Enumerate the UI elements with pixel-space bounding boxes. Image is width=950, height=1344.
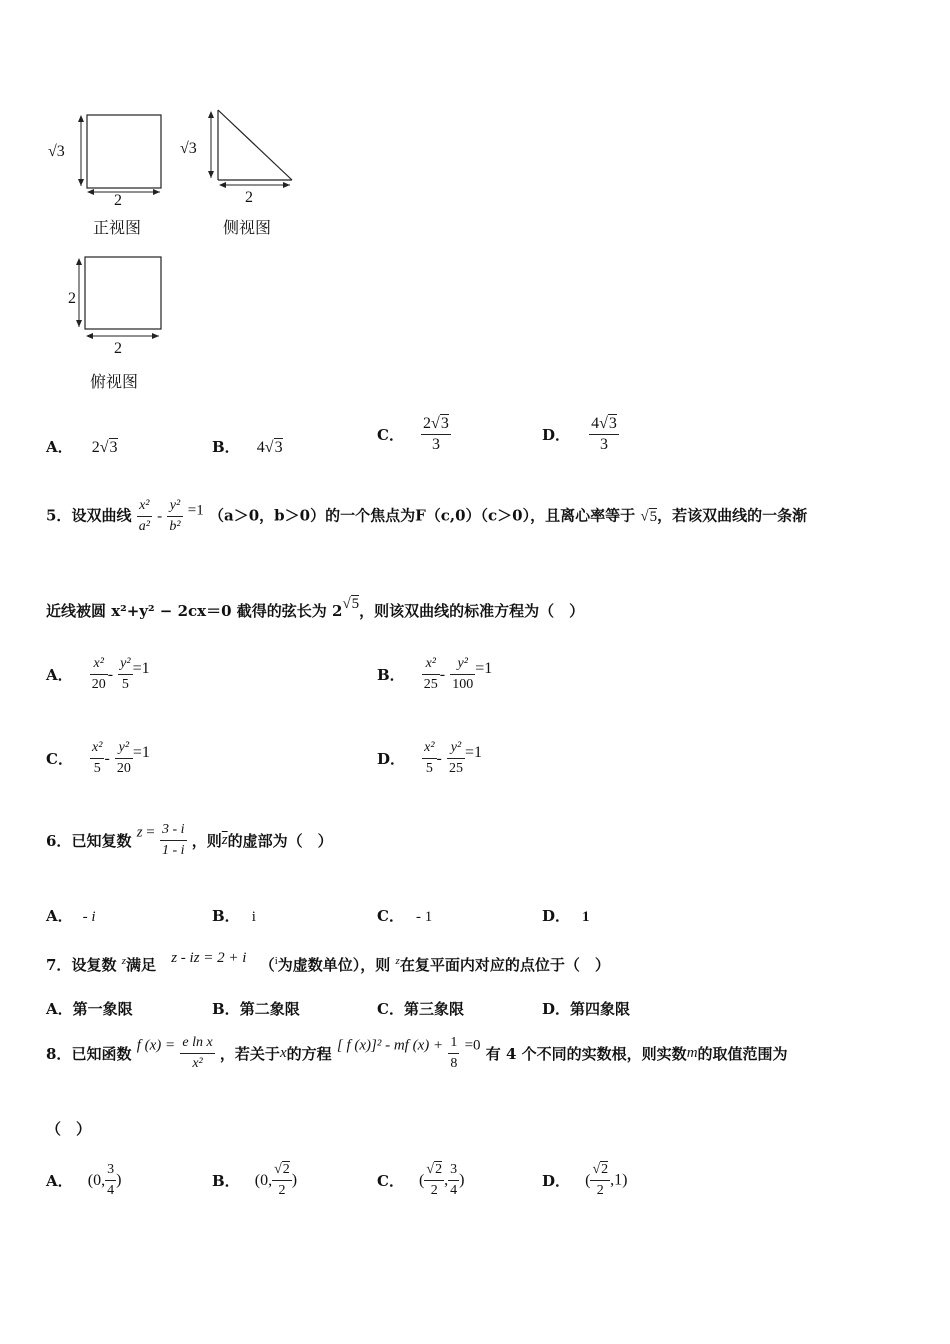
side-view-caption: 侧视图 <box>223 218 272 237</box>
front-view-caption: 正视图 <box>93 218 142 237</box>
q8-option-b[interactable]: B． (0, $\frac{√2}{2}$ ) <box>212 1162 298 1198</box>
q5-option-c[interactable]: C． $\frac{\text{x²}}{5}$ - $\frac{\text{y²}}{20}$ =1 <box>46 740 150 776</box>
side-view <box>211 110 292 185</box>
top-view <box>79 257 161 336</box>
q4-option-a[interactable]: A． 2√3 <box>46 438 118 456</box>
q5-option-b[interactable]: B． $\frac{\text{x²}}{25}$ - $\frac{\text{y²}}{100}$ =1 <box>377 656 493 692</box>
q8-option-c[interactable]: C． ( $\frac{√2}{2}$ , $\frac{3}{4}$ ) <box>377 1162 465 1198</box>
q4-option-b[interactable]: B． 4√3 <box>212 438 283 456</box>
question-5-line-2: 近线被圆 x²+y² − 2cx＝0 截得的弦长为 2√5，则该双曲线的标准方程为（ ） <box>46 596 585 620</box>
q4-option-d[interactable]: D． $\frac{4√3}{3}$ <box>542 415 617 453</box>
q5-option-d[interactable]: D． $\frac{\text{x²}}{5}$ - $\frac{\text{y²}}{25}$ =1 <box>377 740 482 776</box>
q5-option-a[interactable]: A． $\frac{\text{x²}}{20}$ - $\frac{\text{y²}}{5}$ =1 <box>46 656 150 692</box>
q6-option-c[interactable]: C． - 1 <box>377 907 433 925</box>
question-7: 7．设复数 $^z$满足 z - iz = 2 + i （$^i$为虚数单位），则 $^z$在复平面内对应的点位于（ ） <box>46 950 610 974</box>
top-height-label: 2 <box>68 290 76 307</box>
front-height-label: √3 <box>48 143 65 160</box>
question-8: 8．已知函数 f (x) = $\frac{\text{e ln x}}{\text{x²}}$ ，若关于x的方程 [ f (x)]² - mf (x) + $\frac{1}{8}$ =0 有 4 个不同的实数根，则实数m的取值范围为 <box>46 1035 788 1071</box>
q6-option-d[interactable]: D． 1 <box>542 907 590 925</box>
q6-option-b[interactable]: B． i <box>212 907 256 925</box>
q8-option-a[interactable]: A． (0, $\frac{3}{4}$ ) <box>46 1162 122 1198</box>
q7-option-b[interactable]: B．第二象限 <box>212 1000 300 1018</box>
top-width-label: 2 <box>114 340 122 357</box>
q7-option-d[interactable]: D．第四象限 <box>542 1000 631 1018</box>
side-width-label: 2 <box>245 189 253 206</box>
front-view <box>81 115 161 192</box>
question-6: 6．已知复数 z = $\frac{3 - i}{1 - i}$ ，则$\overline{z}$的虚部为（ ） <box>46 822 333 858</box>
q4-option-c[interactable]: C． $\frac{2√3}{3}$ <box>377 415 449 453</box>
question-5: 5．设双曲线 $\frac{\text{x²}}{\text{a²}}$ - $\frac{\text{y²}}{\text{b²}}$ =1 （a＞0，b＞0）的一个焦点为F（c,0）（c＞0），且离心率等于 √5，若该双曲线的一条渐 <box>46 498 808 534</box>
q7-option-c[interactable]: C．第三象限 <box>377 1000 464 1018</box>
q6-option-a[interactable]: A． - i <box>46 907 96 925</box>
front-width-label: 2 <box>114 192 122 209</box>
q8-option-d[interactable]: D． ( $\frac{√2}{2}$ ,1) <box>542 1162 628 1198</box>
three-view-figures <box>40 100 310 400</box>
side-height-label: √3 <box>180 140 197 157</box>
question-8-line-2: （ ） <box>46 1120 92 1138</box>
top-view-caption: 俯视图 <box>90 372 139 391</box>
q7-option-a[interactable]: A．第一象限 <box>46 1000 133 1018</box>
